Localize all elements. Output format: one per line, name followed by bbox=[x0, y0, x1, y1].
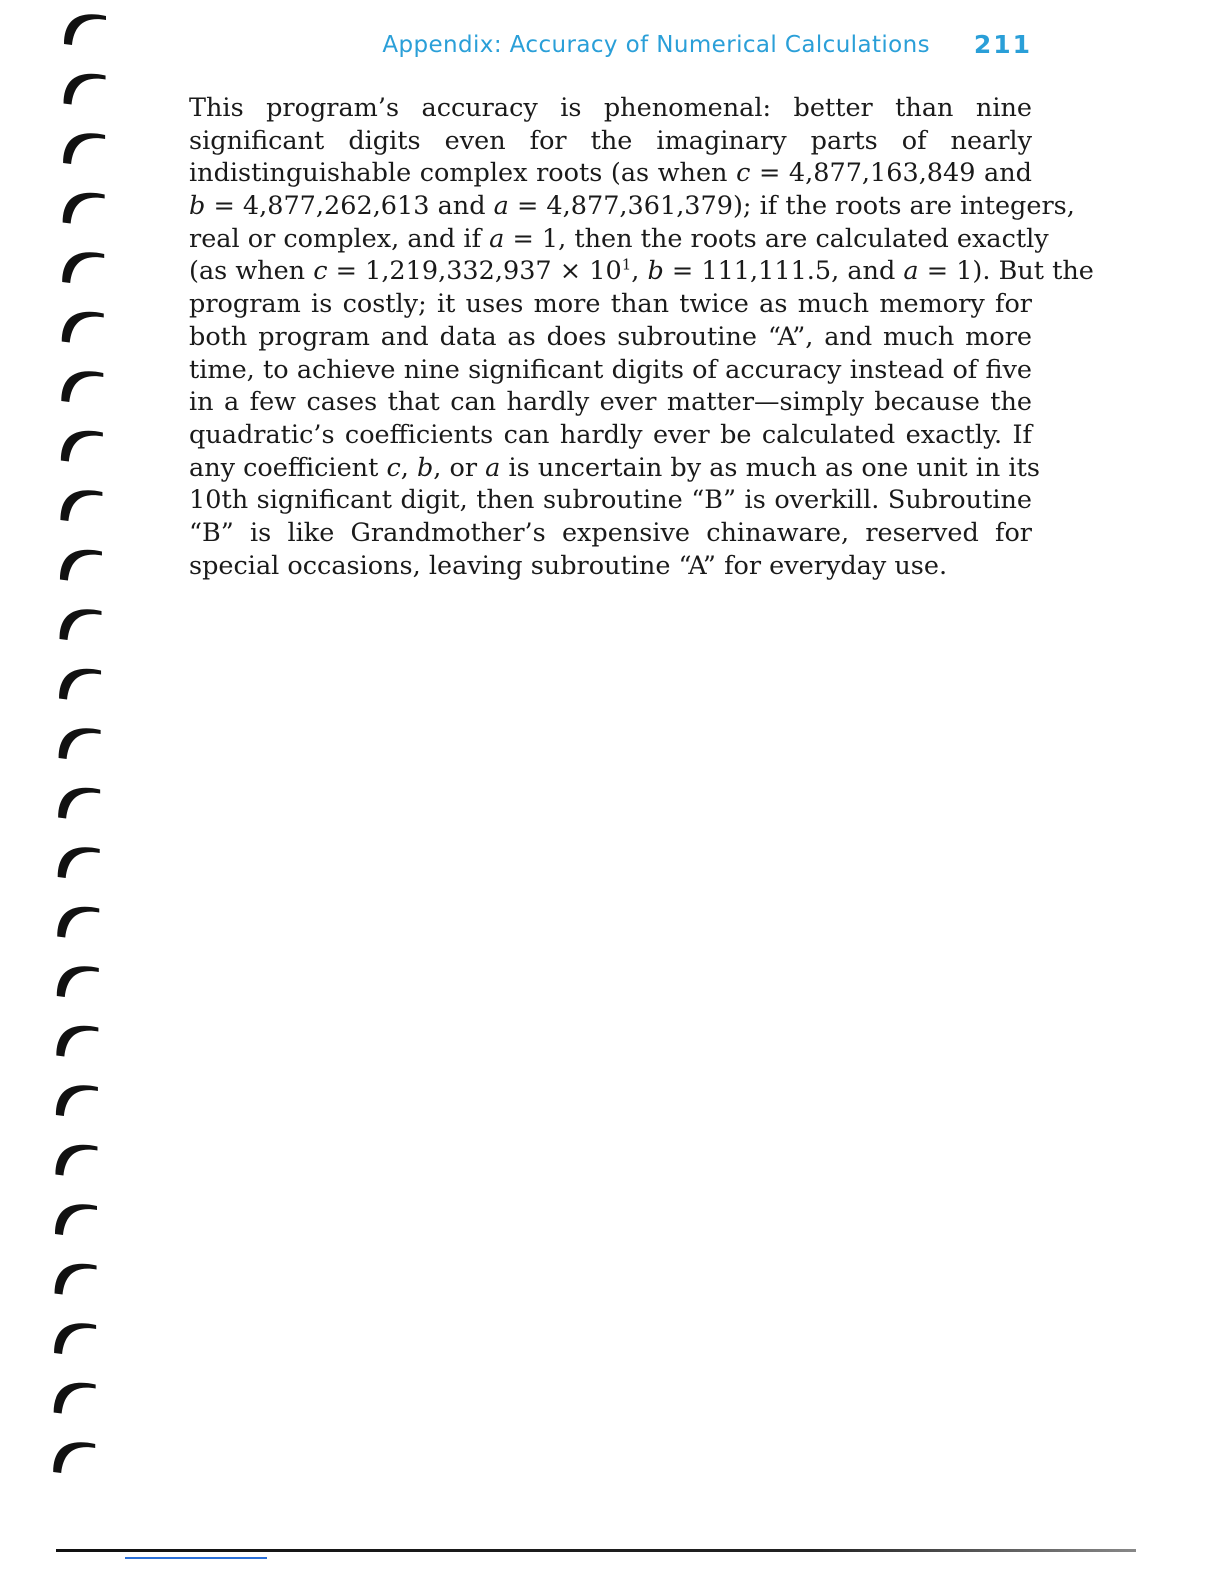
spiral-hook bbox=[58, 788, 100, 819]
spiral-hook bbox=[61, 431, 103, 462]
text-line: indistinguishable complex roots (as when c = 4,877,163,849 and bbox=[189, 158, 1033, 189]
spiral-hook bbox=[62, 252, 104, 283]
spiral-hook bbox=[55, 1204, 97, 1235]
spiral-hook bbox=[60, 550, 102, 581]
spiral-hook bbox=[64, 74, 106, 105]
text-line: program is costly; it uses more than twice as much memory for bbox=[189, 289, 1032, 320]
spiral-hook bbox=[56, 1026, 98, 1057]
text-line: time, to achieve nine significant digits of accuracy instead of five bbox=[189, 354, 1032, 385]
spiral-hook bbox=[54, 1323, 96, 1354]
text-line: both program and data as does subroutine “A”, and much more bbox=[189, 321, 1032, 352]
text-line: real or complex, and if a = 1, then the roots are calculated exactly bbox=[189, 223, 1049, 254]
spiral-hook bbox=[63, 133, 105, 164]
spiral-hook bbox=[60, 490, 102, 521]
bottom-accent-rule bbox=[125, 1557, 267, 1559]
bottom-rule bbox=[56, 1549, 1136, 1552]
spiral-hook bbox=[59, 728, 101, 759]
body-paragraph bbox=[189, 92, 1094, 582]
spiral-hook bbox=[55, 1264, 97, 1295]
spiral-hook bbox=[63, 193, 105, 224]
text-line: “B” is like Grandmother’s expensive chinaware, reserved for bbox=[189, 517, 1032, 548]
text-line: (as when $c = 1,219,332,937 \times 10^1$, b = 111,111.5, and a = 1). But the bbox=[189, 255, 1094, 287]
spiral-hook bbox=[61, 371, 103, 402]
text-line: in a few cases that can hardly ever matter—simply because the bbox=[189, 387, 1032, 418]
spiral-hook bbox=[55, 1145, 97, 1176]
running-head bbox=[0, 30, 1034, 64]
page-number: 211 bbox=[973, 30, 1032, 59]
spiral-hook bbox=[60, 609, 102, 640]
running-title: Appendix: Accuracy of Numerical Calculations bbox=[382, 32, 930, 58]
spiral-binding bbox=[0, 0, 130, 1540]
spiral-hook bbox=[59, 669, 101, 700]
spiral-hook bbox=[54, 1383, 96, 1414]
spiral-hook bbox=[57, 966, 99, 997]
spiral-hook bbox=[53, 1442, 95, 1473]
text-line: any coefficient c, b, or a is uncertain by as much as one unit in its bbox=[189, 452, 1040, 483]
text-line: quadratic’s coefficients can hardly ever be calculated exactly. If bbox=[189, 419, 1032, 450]
text-line: 10th significant digit, then subroutine “B” is overkill. Subroutine bbox=[189, 485, 1032, 516]
text-line: special occasions, leaving subroutine “A” for everyday use. bbox=[189, 550, 948, 581]
text-line: b = 4,877,262,613 and a = 4,877,361,379); if the roots are integers, bbox=[189, 191, 1075, 222]
spiral-hook bbox=[57, 907, 99, 938]
text-line: This program’s accuracy is phenomenal: better than nine bbox=[189, 93, 1032, 123]
spiral-hook bbox=[56, 1085, 98, 1116]
spiral-hook bbox=[58, 847, 100, 878]
text-line: significant digits even for the imaginary parts of nearly bbox=[189, 125, 1032, 156]
spiral-hook bbox=[62, 312, 104, 343]
